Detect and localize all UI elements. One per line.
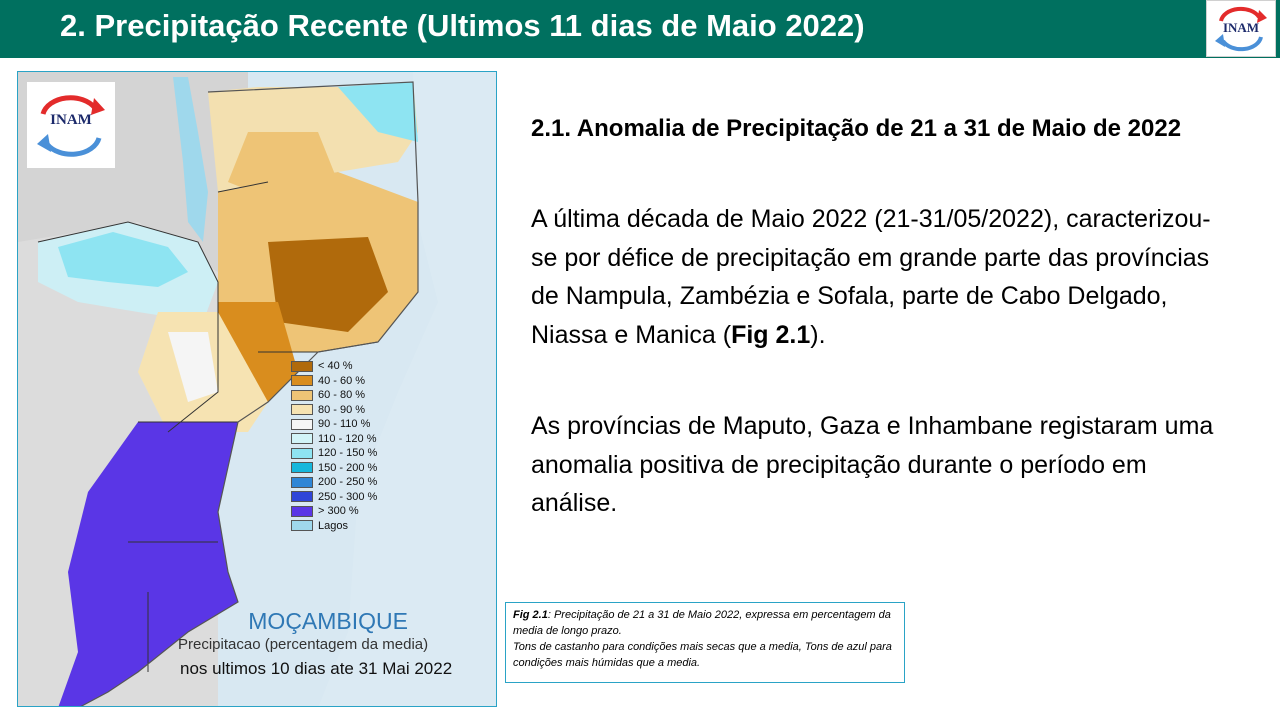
map-period-caption: nos ultimos 10 dias ate 31 Mai 2022 [180, 659, 453, 678]
legend-label: 110 - 120 % [318, 432, 377, 445]
paragraph-deficit-text: A última década de Maio 2022 (21-31/05/2022), caracterizou-se por défice de precipitação em grande parte das províncias de Nampula, Zambézia e Sofala, parte de Cabo Delgado, Niassa e Manica ( [531, 205, 1211, 349]
legend-row [291, 446, 377, 461]
paragraph-positive-anomaly: As províncias de Maputo, Gaza e Inhambane registaram uma anomalia positiva de precipitação durante o período em análise. [531, 412, 1214, 517]
figure-reference: Fig 2.1 [731, 320, 811, 349]
legend-label: 120 - 150 % [318, 447, 378, 460]
section-heading: 2.1. Anomalia de Precipitação de 21 a 31 de Maio de 2022 [531, 115, 1182, 142]
inam-logo [1206, 0, 1276, 57]
map-logo-text: INAM [50, 112, 92, 128]
legend-swatch [291, 462, 313, 473]
legend-label: Lagos [318, 519, 348, 532]
paragraph-deficit-end: ). [810, 320, 826, 349]
legend-swatch [291, 390, 313, 401]
legend-row [291, 432, 377, 447]
legend-swatch [291, 477, 313, 488]
legend-swatch [291, 506, 313, 517]
figure-caption-label: Fig 2.1 [513, 609, 548, 621]
map-legend [291, 359, 377, 533]
legend-row [291, 374, 377, 389]
legend-row [291, 490, 377, 505]
figure-caption-text2: Tons de castanho para condições mais secas que a media, Tons de azul para condições mais húmidas que a media. [513, 641, 892, 669]
legend-label: 60 - 80 % [318, 389, 366, 402]
legend-swatch [291, 491, 313, 502]
legend-label: < 40 % [318, 360, 353, 373]
title-bar [0, 0, 1280, 58]
legend-row [291, 417, 377, 432]
precipitation-map [17, 71, 497, 707]
legend-row [291, 461, 377, 476]
legend-swatch [291, 520, 313, 531]
legend-swatch [291, 448, 313, 459]
legend-label: 200 - 250 % [318, 476, 378, 489]
figure-caption-box [505, 602, 905, 683]
legend-label: 250 - 300 % [318, 490, 378, 503]
legend-row [291, 519, 377, 534]
legend-label: 150 - 200 % [318, 461, 378, 474]
legend-row [291, 359, 377, 374]
legend-swatch [291, 361, 313, 372]
inam-logo-text: INAM [1222, 20, 1260, 35]
legend-label: 80 - 90 % [318, 403, 366, 416]
legend-row [291, 504, 377, 519]
map-inam-logo [27, 82, 115, 168]
legend-swatch [291, 375, 313, 386]
map-country-caption: MOÇAMBIQUE [248, 608, 408, 634]
legend-row [291, 475, 377, 490]
legend-row [291, 388, 377, 403]
legend-label: 40 - 60 % [318, 374, 366, 387]
legend-label: > 300 % [318, 505, 359, 518]
legend-label: 90 - 110 % [318, 418, 371, 431]
legend-swatch [291, 433, 313, 444]
legend-row [291, 403, 377, 418]
legend-swatch [291, 419, 313, 430]
figure-caption-text1: : Precipitação de 21 a 31 de Maio 2022, expressa em percentagem da media de longo prazo. [513, 609, 891, 637]
paragraph-deficit [531, 200, 1224, 354]
legend-swatch [291, 404, 313, 415]
slide-title: 2. Precipitação Recente (Ultimos 11 dias de Maio 2022) [60, 8, 865, 43]
map-subtitle-caption: Precipitacao (percentagem da media) [178, 636, 429, 653]
